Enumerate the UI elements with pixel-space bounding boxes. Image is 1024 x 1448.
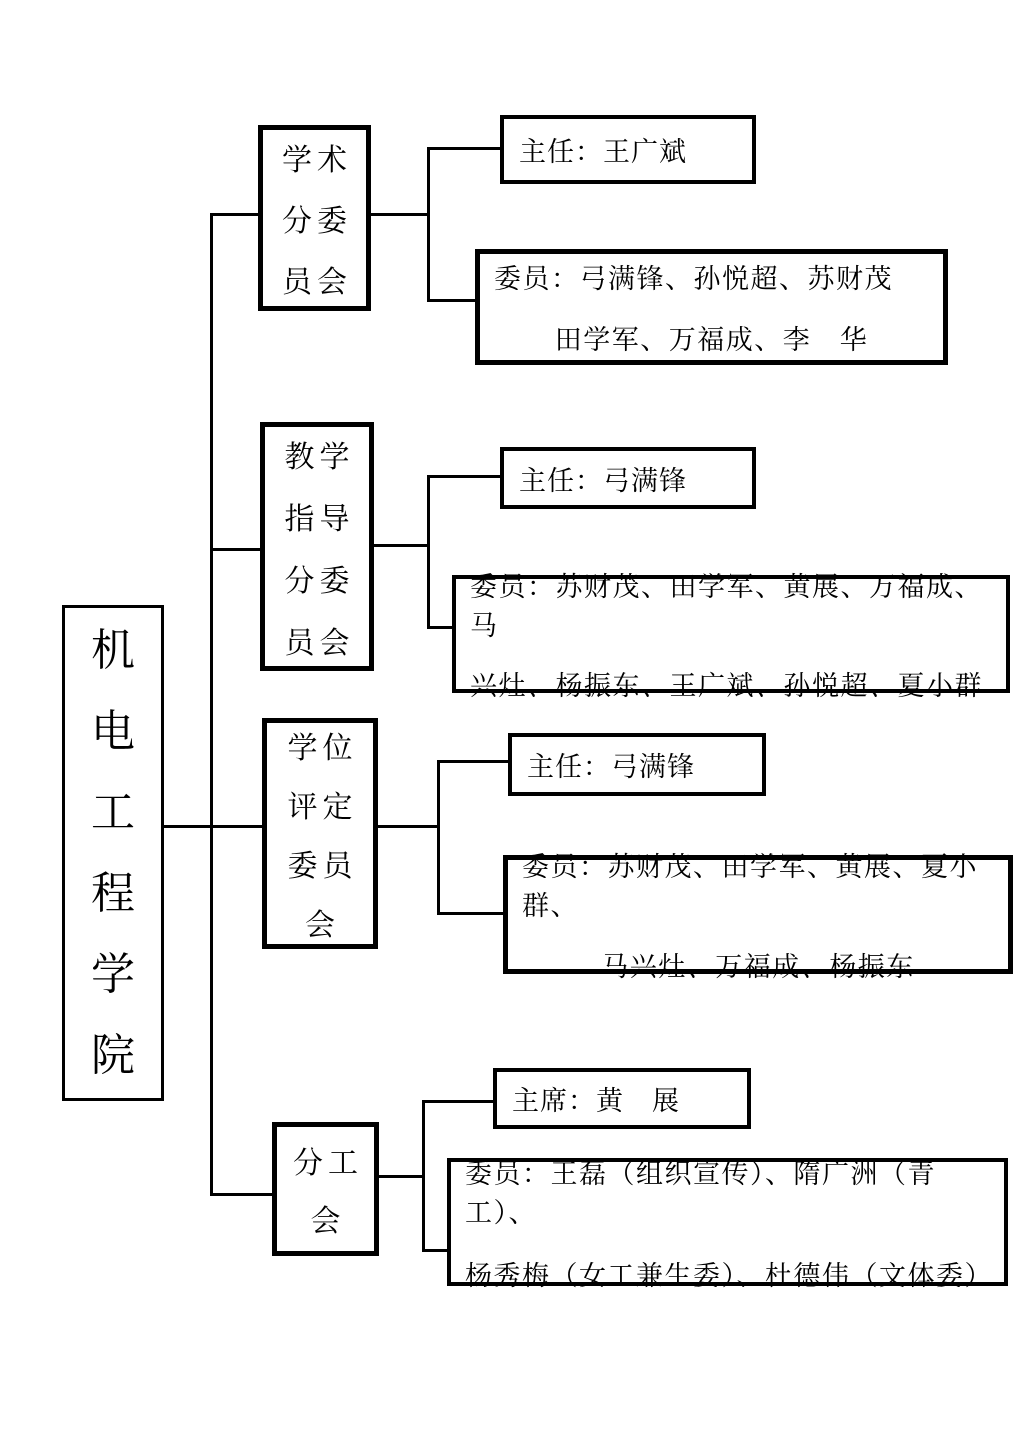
leader-node-teaching [500,447,756,509]
members-node-teaching [452,572,1010,701]
connector-b3-right [378,825,440,828]
leader-node-academic [500,115,756,184]
members-line-2: 杨秀梅（女工兼生委）、杜德伟（文体委） [465,1260,993,1291]
branch-label-line: 分委 [282,205,352,238]
leader-label: 主席：黄 展 [512,1086,680,1116]
branch-label-line: 教学 [284,440,355,474]
connector-b2-leader-stub [427,475,502,478]
connector-b2-vert [427,475,430,629]
members-line-1: 委员：弓满锋、孙悦超、苏财茂 [494,264,893,294]
branch-label-line: 会 [310,1205,346,1238]
connector-b4-leader-stub [422,1100,495,1103]
connector-trunk [210,213,213,1196]
members-line-2: 兴灶、杨振东、王广斌、孙悦超、夏小群 [470,671,983,701]
leader-label: 主任：王广斌 [519,137,687,167]
branch-label-line: 学术 [282,144,352,177]
branch-label-line: 评定 [287,791,358,824]
leader-node-degree [508,733,766,796]
branch-label-line: 员会 [282,266,352,299]
branch-label-line: 分委 [284,564,355,598]
members-line-1: 委员：苏财茂、田学军、黄展、万福成、马 [470,572,983,641]
branch-label-line: 分工 [293,1147,363,1180]
connector-b1-right [371,213,430,216]
connector-b4-stub [210,1193,274,1196]
members-line-2: 马兴灶、万福成、杨振东 [601,952,915,982]
branch-label-line: 学位 [287,732,358,765]
root-node-college [62,605,164,1101]
connector-b4-vert [422,1100,425,1252]
connector-b1-leader-stub [427,147,502,150]
branch-node-teaching-guidance [260,422,374,671]
connector-b2-right [373,544,430,547]
leader-node-union [493,1068,751,1129]
members-line-1: 委员：苏财茂、田学军、黄展、夏小群、 [522,852,978,921]
branch-node-degree-evaluation [262,718,378,949]
branch-node-academic-subcommittee [258,125,371,311]
connector-b2-members-stub [427,626,455,629]
branch-label-line: 委员 [287,850,358,883]
root-label: 机电工程学院 [91,626,135,1080]
branch-label-line: 会 [305,909,340,942]
connector-b4-members-stub [422,1249,449,1252]
connector-b3-members-stub [437,912,505,915]
connector-b1-vert [427,147,430,302]
connector-root-to-trunk [163,825,264,828]
leader-label: 主任：弓满锋 [527,752,695,782]
members-line-1: 委员：王磊（组织宣传）、隋广洲（青工）、 [465,1158,936,1228]
connector-b1-stub [210,213,260,216]
members-node-union [447,1158,1008,1291]
members-line-2: 田学军、万福成、李 华 [554,325,869,355]
branch-node-labor-union [272,1122,379,1256]
members-node-academic [475,249,948,365]
branch-label-line: 员会 [284,626,355,660]
leader-label: 主任：弓满锋 [519,465,687,496]
connector-b2-stub [210,548,262,551]
connector-b3-vert [437,760,440,915]
branch-label-line: 指导 [284,502,355,536]
connector-b3-leader-stub [437,760,510,763]
members-node-degree [503,852,1013,982]
connector-b4-right [378,1175,425,1178]
connector-b1-members-stub [427,299,477,302]
